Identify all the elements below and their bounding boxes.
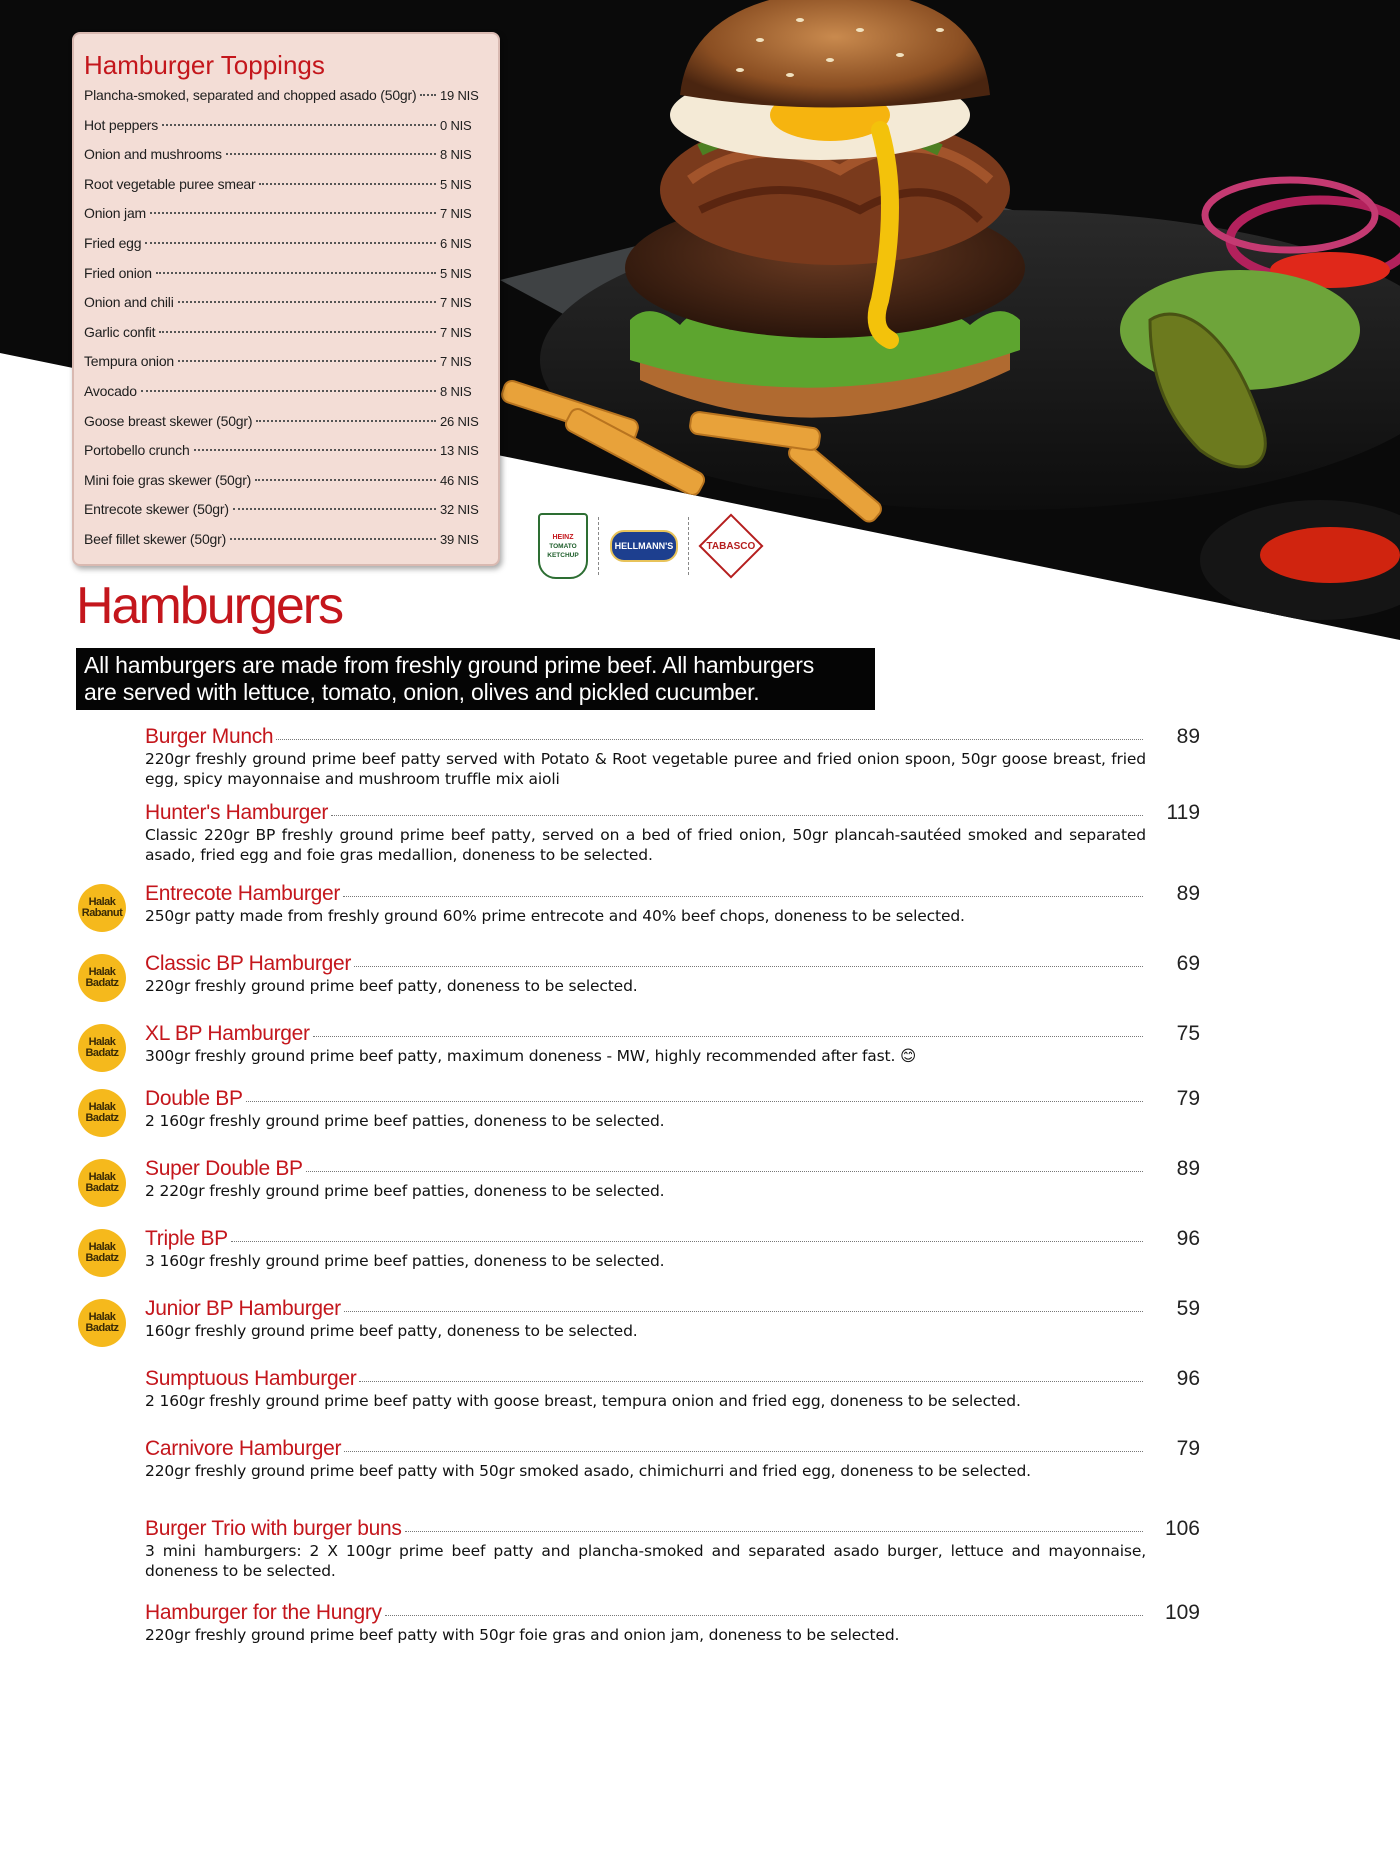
dot-leader: [156, 272, 436, 274]
menu-item-name: Double BP: [145, 1087, 243, 1110]
topping-name: Onion and chili: [84, 294, 174, 311]
topping-item: [84, 531, 484, 561]
dot-leader: [194, 449, 436, 451]
menu-item-price: 79: [1176, 1437, 1200, 1460]
topping-price: 5 NIS: [440, 265, 472, 281]
menu-item-description: Classic 220gr BP freshly ground prime beef patty, served on a bed of fried onion, 50gr plancah-sautéed smoked and separated asado, fried egg and foie gras medallion, doneness to be selected.: [145, 826, 1146, 864]
topping-price: 6 NIS: [440, 235, 472, 251]
topping-name: Entrecote skewer (50gr): [84, 501, 229, 518]
topping-name: Hot peppers: [84, 116, 159, 133]
topping-name: Plancha-smoked, separated and chopped asado (50gr): [84, 87, 417, 103]
topping-price: 39 NIS: [440, 531, 479, 547]
menu-item-description: 160gr freshly ground prime beef patty, doneness to be selected.: [145, 1322, 638, 1340]
badge-line: Halak: [88, 966, 116, 978]
menu-item: [145, 1297, 1200, 1341]
menu-item-description: 3 160gr freshly ground prime beef patties, doneness to be selected.: [145, 1252, 665, 1270]
dot-leader: [178, 301, 436, 303]
topping-price: 7 NIS: [440, 354, 472, 370]
topping-price: 19 NIS: [440, 88, 479, 103]
topping-price: 7 NIS: [440, 295, 472, 311]
topping-item: [84, 353, 484, 383]
topping-item: [84, 205, 484, 235]
menu-item-name: Hamburger for the Hungry: [145, 1601, 382, 1624]
dot-leader: [313, 1036, 1143, 1037]
menu-item: [145, 1087, 1200, 1131]
menu-item-name: Super Double BP: [145, 1157, 303, 1180]
dot-leader: [344, 1311, 1143, 1312]
dot-leader: [420, 94, 436, 96]
dot-leader: [276, 739, 1143, 740]
dot-leader: [256, 420, 436, 422]
kosher-badge: [78, 954, 126, 1002]
badge-line: Halak: [88, 1036, 116, 1048]
kosher-badge: [78, 1229, 126, 1277]
menu-item-name: Burger Munch: [145, 725, 274, 748]
hellmanns-logo: HELLMANN'S: [610, 530, 678, 562]
topping-item: [84, 324, 484, 354]
menu-item: [145, 882, 1200, 926]
menu-item-name: Burger Trio with burger buns: [145, 1517, 402, 1540]
menu-item-description: 220gr freshly ground prime beef patty with 50gr smoked asado, chimichurri and fried egg, doneness to be selected.: [145, 1462, 1031, 1480]
menu-item-price: 89: [1176, 882, 1200, 905]
menu-item-description: 250gr patty made from freshly ground 60% prime entrecote and 40% beef chops, doneness to be selected.: [145, 907, 965, 925]
tabasco-logo: TABASCO: [700, 515, 762, 577]
menu-item-price: 96: [1176, 1367, 1200, 1390]
topping-price: 32 NIS: [440, 502, 479, 518]
topping-price: 26 NIS: [440, 413, 479, 429]
intro-line: are served with lettuce, tomato, onion, olives and pickled cucumber.: [84, 679, 760, 705]
menu-item-description: 300gr freshly ground prime beef patty, maximum doneness - MW, highly recommended after fast. 😊: [145, 1047, 917, 1065]
topping-name: Mini foie gras skewer (50gr): [84, 471, 252, 488]
topping-item: [84, 176, 484, 206]
menu-item-name: XL BP Hamburger: [145, 1022, 310, 1045]
badge-line: Halak: [88, 1311, 116, 1323]
dot-leader: [359, 1381, 1143, 1382]
dot-leader: [246, 1101, 1143, 1102]
menu-item-description: 2 160gr freshly ground prime beef patty with goose breast, tempura onion and fried egg, doneness to be selected.: [145, 1392, 1021, 1410]
menu-item-price: 59: [1176, 1297, 1200, 1320]
topping-price: 5 NIS: [440, 176, 472, 192]
badge-line: Halak: [88, 1241, 116, 1253]
topping-item: [84, 501, 484, 531]
kosher-badge: [78, 1024, 126, 1072]
topping-item: [84, 265, 484, 295]
dot-leader: [255, 479, 436, 481]
topping-item: [84, 413, 484, 443]
toppings-title: Hamburger Toppings: [84, 50, 325, 80]
menu-item-name: Carnivore Hamburger: [145, 1437, 342, 1460]
kosher-badge: [78, 1159, 126, 1207]
dot-leader: [226, 153, 436, 155]
intro-banner: [76, 648, 875, 710]
menu-item: [145, 1157, 1200, 1201]
dot-leader: [385, 1615, 1143, 1616]
menu-item: [145, 952, 1200, 996]
menu-item-price: 109: [1164, 1601, 1200, 1624]
menu-item-price: 89: [1176, 725, 1200, 748]
menu-item-price: 79: [1176, 1087, 1200, 1110]
kosher-badge: [78, 884, 126, 932]
topping-name: Root vegetable puree smear: [84, 175, 256, 192]
menu-item-name: Classic BP Hamburger: [145, 952, 352, 975]
topping-item: [84, 442, 484, 472]
menu-item: [145, 1601, 1200, 1645]
menu-item-price: 119: [1166, 801, 1200, 824]
dot-leader: [344, 1451, 1143, 1452]
dot-leader: [178, 360, 436, 362]
topping-name: Avocado: [84, 382, 137, 399]
topping-item: [84, 383, 484, 413]
badge-line: Badatz: [85, 1182, 119, 1194]
badge-line: Badatz: [85, 1252, 119, 1264]
logo-divider: [598, 517, 600, 575]
dot-leader: [331, 815, 1143, 816]
topping-item: [84, 87, 484, 117]
badge-line: Halak: [88, 1171, 116, 1183]
topping-price: 7 NIS: [440, 206, 472, 222]
badge-line: Badatz: [85, 1112, 119, 1124]
logo-divider: [688, 517, 690, 575]
menu-item-price: 96: [1176, 1227, 1200, 1250]
topping-name: Onion jam: [84, 205, 147, 222]
topping-name: Tempura onion: [84, 353, 175, 370]
brand-logos: [538, 513, 762, 579]
toppings-list: [84, 87, 484, 561]
menu-item: [145, 1367, 1200, 1411]
badge-line: Rabanut: [81, 907, 123, 919]
topping-price: 46 NIS: [440, 472, 479, 488]
dot-leader: [233, 508, 436, 510]
topping-price: 7 NIS: [440, 324, 472, 340]
badge-line: Badatz: [85, 1322, 119, 1334]
badge-line: Badatz: [85, 1047, 119, 1059]
menu-item: [145, 1227, 1200, 1271]
kosher-badge: [78, 1299, 126, 1347]
topping-item: [84, 294, 484, 324]
section-title: Hamburgers: [76, 577, 343, 635]
menu-item-description: 220gr freshly ground prime beef patty served with Potato & Root vegetable puree and fried onion spoon, 50gr goose breast, fried egg, spicy mayonnaise and mushroom truffle mix aioli: [145, 750, 1146, 788]
dot-leader: [159, 331, 436, 333]
dot-leader: [306, 1171, 1143, 1172]
intro-line: All hamburgers are made from freshly ground prime beef. All hamburgers: [84, 652, 815, 678]
topping-name: Portobello crunch: [84, 442, 190, 459]
menu-item-description: 2 160gr freshly ground prime beef patties, doneness to be selected.: [145, 1112, 665, 1130]
menu-item-price: 69: [1176, 952, 1200, 975]
menu-item-description: 220gr freshly ground prime beef patty with 50gr foie gras and onion jam, doneness to be selected.: [145, 1626, 900, 1644]
topping-item: [84, 117, 484, 147]
topping-price: 13 NIS: [440, 443, 479, 459]
topping-price: 8 NIS: [440, 147, 472, 163]
topping-name: Goose breast skewer (50gr): [84, 412, 253, 429]
menu-item: [145, 1022, 1200, 1066]
dot-leader: [405, 1531, 1143, 1532]
topping-item: [84, 146, 484, 176]
dot-leader: [230, 538, 436, 540]
dot-leader: [141, 390, 436, 392]
menu-item-price: 89: [1176, 1157, 1200, 1180]
badge-line: Halak: [88, 1101, 116, 1113]
kosher-badge: [78, 1089, 126, 1137]
topping-item: [84, 472, 484, 502]
dot-leader: [145, 242, 436, 244]
topping-name: Fried onion: [84, 264, 152, 281]
topping-item: [84, 235, 484, 265]
dot-leader: [259, 183, 436, 185]
topping-name: Fried egg: [84, 234, 142, 251]
menu-item-description: 220gr freshly ground prime beef patty, doneness to be selected.: [145, 977, 638, 995]
toppings-panel: [72, 32, 500, 566]
menu-item-description: 2 220gr freshly ground prime beef patties, doneness to be selected.: [145, 1182, 665, 1200]
menu-item-name: Sumptuous Hamburger: [145, 1367, 357, 1390]
menu-item-name: Entrecote Hamburger: [145, 882, 341, 905]
dot-leader: [150, 212, 436, 214]
topping-price: 0 NIS: [440, 117, 472, 133]
menu-item: [145, 801, 1200, 865]
topping-name: Onion and mushrooms: [84, 146, 222, 163]
menu-item: [145, 725, 1200, 789]
menu-item-name: Triple BP: [145, 1227, 228, 1250]
dot-leader: [354, 966, 1143, 967]
menu-item: [145, 1517, 1200, 1581]
menu-item-price: 75: [1176, 1022, 1200, 1045]
badge-line: Badatz: [85, 977, 119, 989]
topping-name: Garlic confit: [84, 323, 156, 340]
topping-name: Beef fillet skewer (50gr): [84, 530, 227, 547]
menu-item-description: 3 mini hamburgers: 2 X 100gr prime beef patty and plancha-smoked and separated asado burger, lettuce and mayonnaise, doneness to be selected.: [145, 1542, 1146, 1580]
badge-line: Halak: [88, 896, 116, 908]
dot-leader: [162, 124, 436, 126]
dot-leader: [343, 896, 1143, 897]
menu-item-name: Junior BP Hamburger: [145, 1297, 341, 1320]
dot-leader: [231, 1241, 1143, 1242]
menu-item-price: 106: [1164, 1517, 1200, 1540]
topping-price: 8 NIS: [440, 383, 472, 399]
heinz-logo: HEINZ TOMATO KETCHUP: [538, 513, 588, 579]
menu-item: [145, 1437, 1200, 1481]
menu-item-name: Hunter's Hamburger: [145, 801, 329, 824]
